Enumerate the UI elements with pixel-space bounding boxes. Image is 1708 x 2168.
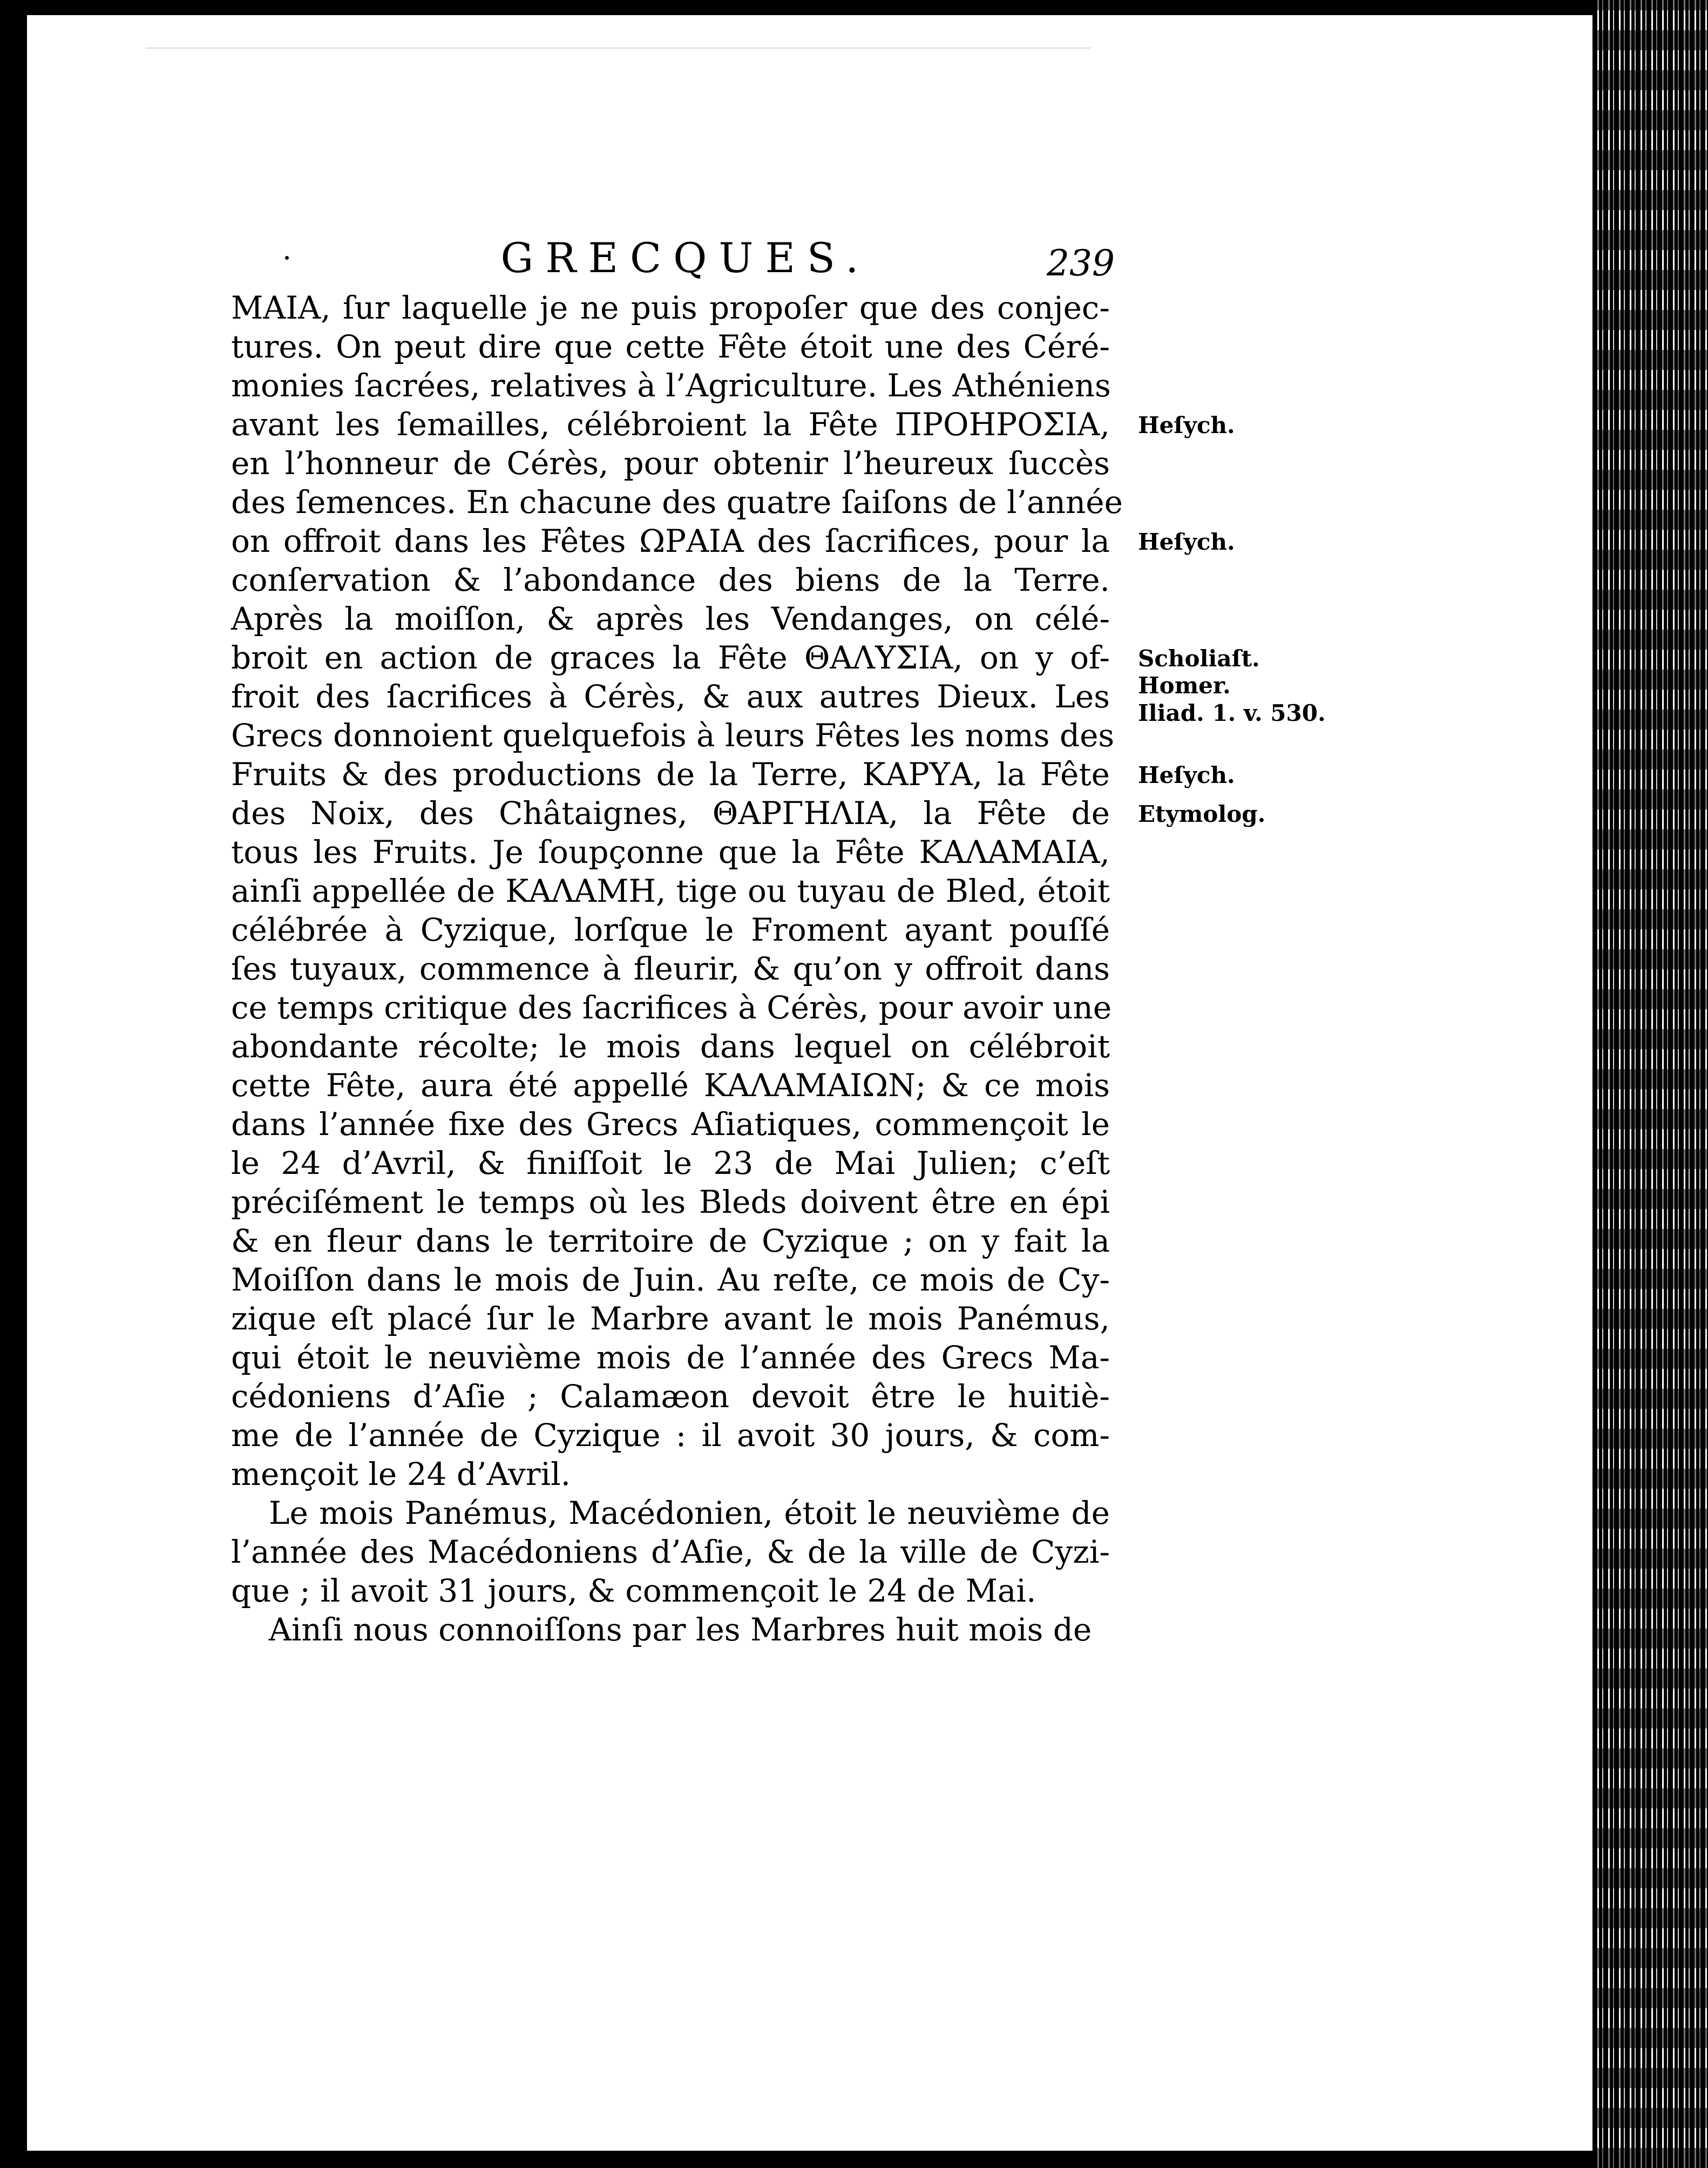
text-line: broit en action de graces la Fête ΘΑΛΥΣΙΑ, on y of- xyxy=(231,639,1110,676)
text-line: ce temps critique des ſacrifices à Cérès, pour avoir une xyxy=(231,989,1112,1026)
text-line: zique eſt placé ſur le Marbre avant le mois Panémus, xyxy=(231,1300,1110,1337)
text-line: & en fleur dans le territoire de Cyzique ; on y fait la xyxy=(231,1223,1110,1259)
text-line: on offroit dans les Fêtes ΩΡΑΙΑ des ſacrifices, pour la xyxy=(231,523,1110,559)
text-line: ainſi appellée de ΚΑΛΑΜΗ, tige ou tuyau de Bled, étoit xyxy=(231,873,1110,909)
text-line: dans l’année fixe des Grecs Aſiatiques, commençoit le xyxy=(231,1106,1110,1143)
text-line: Le mois Panémus, Macédonien, étoit le neuvième de xyxy=(269,1495,1110,1531)
text-line: célébrée à Cyzique, lorſque le Froment ayant pouſſé xyxy=(231,911,1110,948)
text-line: mençoit le 24 d’Avril. xyxy=(231,1456,571,1492)
margin-note: Etymolog. xyxy=(1138,801,1266,827)
text-line: préciſément le temps où les Bleds doivent être en épi xyxy=(231,1184,1110,1220)
text-line: des ſemences. En chacune des quatre ſaiſons de l’année xyxy=(231,484,1123,521)
text-line: Après la moiſſon, & après les Vendanges, on célé- xyxy=(231,600,1110,637)
text-line: l’année des Macédoniens d’Aſie, & de la ville de Cyzi- xyxy=(231,1534,1110,1570)
text-line: Fruits & des productions de la Terre, ΚΑΡΥΑ, la Fête xyxy=(231,756,1110,793)
text-line: en l’honneur de Cérès, pour obtenir l’heureux ſuccès xyxy=(231,445,1110,482)
margin-note: Heſych. xyxy=(1138,762,1235,788)
book-page-edges xyxy=(1592,0,1708,2168)
running-head: GRECQUES. xyxy=(500,234,871,282)
text-line: tous les Fruits. Je ſoupçonne que la Fête ΚΑΛΑΜΑΙΑ, xyxy=(231,834,1110,870)
text-line: Grecs donnoient quelquefois à leurs Fêtes les noms des xyxy=(231,717,1115,754)
text-line: Moiſſon dans le mois de Juin. Au reſte, ce mois de Cy- xyxy=(231,1261,1110,1298)
text-line: qui étoit le neuvième mois de l’année des Grecs Ma- xyxy=(231,1339,1110,1376)
text-line: cette Fête, aura été appellé ΚΑΛΑΜΑΙΩΝ; & ce mois xyxy=(231,1067,1110,1104)
text-line: avant les ſemailles, célébroient la Fête ΠΡΟΗΡΟΣΙΑ, xyxy=(231,406,1110,443)
margin-note: Homer. xyxy=(1138,672,1231,699)
margin-note: Scholiaſt. xyxy=(1138,645,1260,672)
margin-note: Heſych. xyxy=(1138,412,1235,438)
text-line: ſes tuyaux, commence à fleurir, & qu’on y offroit dans xyxy=(231,950,1110,987)
book-page xyxy=(27,15,1592,2151)
text-line: tures. On peut dire que cette Fête étoit une des Céré- xyxy=(231,328,1110,365)
text-line: froit des ſacrifices à Cérès, & aux autres Dieux. Les xyxy=(231,678,1110,715)
margin-note: Iliad. 1. v. 530. xyxy=(1138,699,1326,726)
body-text xyxy=(231,288,1123,1649)
margin-note: Heſych. xyxy=(1138,529,1235,555)
text-line: cédoniens d’Aſie ; Calamæon devoit être le huitiè- xyxy=(231,1378,1110,1415)
text-line: abondante récolte; le mois dans lequel on célébroit xyxy=(231,1028,1110,1065)
text-line: Ainſi nous connoiſſons par les Marbres huit mois de xyxy=(269,1611,1092,1648)
text-line: que ; il avoit 31 jours, & commençoit le 24 de Mai. xyxy=(231,1572,1036,1609)
text-line: des Noix, des Châtaignes, ΘΑΡΓΗΛΙΑ, la Fête de xyxy=(231,795,1110,832)
text-line: MAIA, ſur laquelle je ne puis propoſer que des conjec- xyxy=(231,289,1110,326)
text-line: me de l’année de Cyzique : il avoit 30 jours, & com- xyxy=(231,1417,1110,1454)
page-number: 239 xyxy=(1047,242,1115,284)
text-line: monies ſacrées, relatives à l’Agriculture. Les Athéniens xyxy=(231,367,1111,404)
text-line: le 24 d’Avril, & finiſſoit le 23 de Mai Julien; c’eſt xyxy=(231,1145,1110,1181)
ink-speck xyxy=(285,256,289,260)
top-rule-mark xyxy=(146,48,1090,49)
text-line: conſervation & l’abondance des biens de la Terre. xyxy=(231,562,1110,598)
